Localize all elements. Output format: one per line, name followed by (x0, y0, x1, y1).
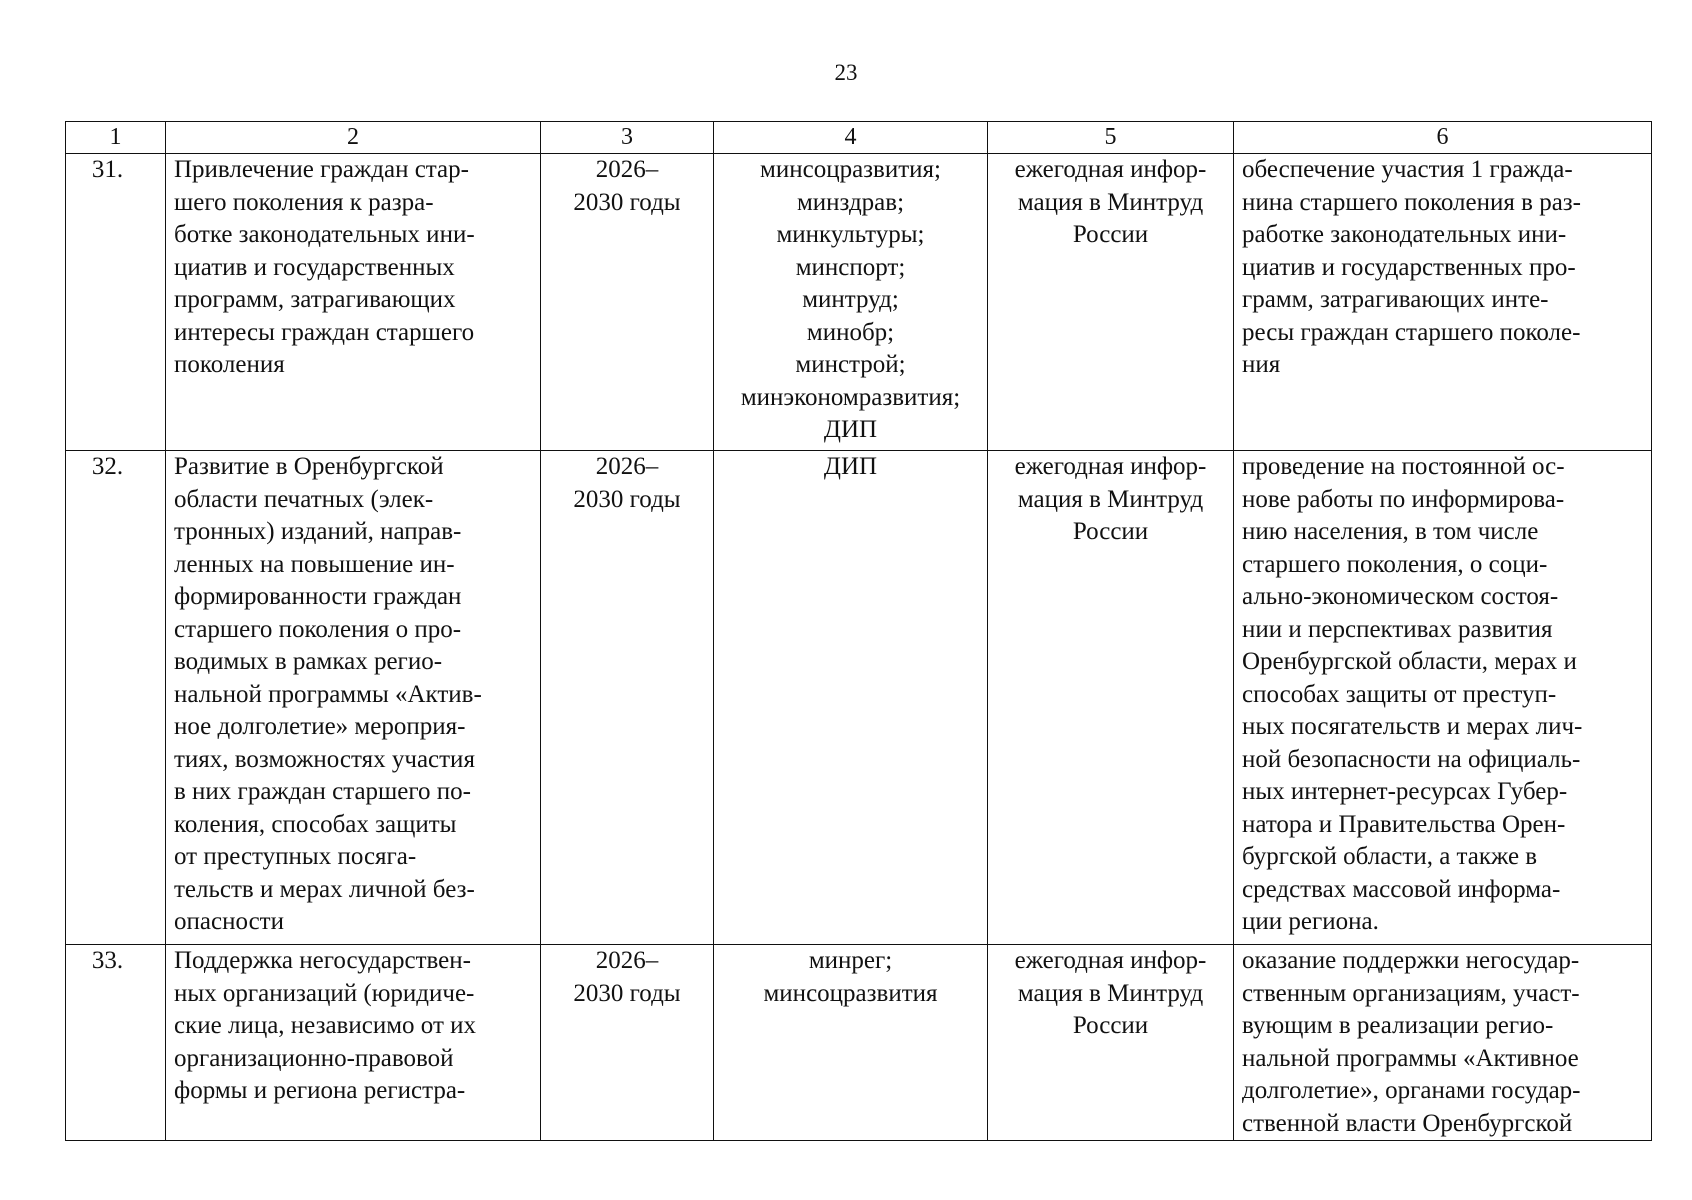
result-line: циатив и государственных про- (1242, 253, 1576, 281)
measure-line: ное долголетие» мероприя- (174, 713, 466, 740)
executors-line: ДИП (823, 453, 878, 480)
measure-line: водимых в рамках регио- (174, 648, 443, 675)
report-line: мация в Минтруд (1017, 188, 1204, 216)
result-line: натора и Правительства Орен- (1242, 810, 1566, 838)
measure-line: поколения (174, 351, 285, 378)
executors-cell (714, 451, 988, 945)
period-cell (541, 945, 714, 1141)
column-header-1: 1 (66, 122, 166, 154)
result-cell (1234, 451, 1652, 945)
result-line: нове работы по информирова- (1242, 485, 1565, 513)
result-line: вующим в реализации регио- (1242, 1012, 1554, 1039)
report-line: ежегодная инфор- (1014, 156, 1207, 183)
measure-line: циатив и государственных (174, 253, 455, 281)
period-line: 2026– (595, 947, 659, 974)
period-line: 2030 годы (573, 979, 681, 1007)
measure-cell (166, 154, 541, 451)
executors-line: минсоцразвития (763, 979, 938, 1007)
result-line: средствах массовой информа- (1242, 875, 1561, 903)
measure-line: в них граждан старшего по- (174, 778, 471, 805)
result-line: бургской области, а также в (1242, 843, 1538, 870)
executors-line: минстрой; (795, 351, 906, 378)
row-number: 31. (66, 154, 166, 451)
report-line: мация в Минтруд (1017, 485, 1204, 513)
result-line: ально-экономическом состоя- (1242, 583, 1559, 610)
executors-line: минэкономразвития; (740, 383, 961, 411)
executors-line: минсоцразвития; (760, 156, 941, 183)
measure-line: Развитие в Оренбургской (174, 453, 444, 480)
result-cell (1234, 945, 1652, 1141)
executors-line: минрег; (808, 947, 893, 974)
measure-line: старшего поколения о про- (174, 615, 462, 643)
result-line: ции региона. (1242, 908, 1379, 935)
result-line: нии и перспективах развития (1242, 615, 1553, 643)
report-line: ежегодная инфор- (1014, 947, 1207, 974)
result-line: долголетие», органами государ- (1242, 1077, 1581, 1104)
column-header-2: 2 (166, 122, 541, 154)
report-cell (988, 451, 1234, 945)
result-line: ния (1242, 351, 1281, 378)
table-row (66, 154, 1652, 451)
result-line: нальной программы «Активное (1242, 1044, 1579, 1072)
report-cell (988, 945, 1234, 1141)
measure-line: опасности (174, 908, 284, 935)
measure-line: организационно-правовой (174, 1044, 454, 1072)
report-line: России (1072, 518, 1149, 545)
result-line: ных интернет-ресурсах Губер- (1242, 778, 1568, 805)
column-header-4: 4 (714, 122, 988, 154)
measure-line: Привлечение граждан стар- (174, 156, 469, 183)
measure-line: от преступных посяга- (174, 843, 417, 870)
period-line: 2030 годы (573, 485, 681, 513)
executors-cell (714, 154, 988, 451)
measure-line: ных организаций (юридиче- (174, 979, 475, 1007)
result-line: работке законодательных ини- (1242, 221, 1567, 248)
measure-line: интересы граждан старшего (174, 318, 475, 346)
measure-line: области печатных (элек- (174, 485, 434, 513)
result-line: нию населения, в том числе (1242, 518, 1539, 545)
measure-line: ленных на повышение ин- (174, 550, 455, 578)
table-header-row (66, 122, 1652, 154)
table-row (66, 945, 1652, 1141)
result-line: старшего поколения, о соци- (1242, 550, 1548, 578)
executors-line: минтруд; (802, 286, 899, 313)
table-row (66, 451, 1652, 945)
measures-table (65, 121, 1652, 1141)
measure-line: ские лица, независимо от их (174, 1012, 477, 1039)
report-line: ежегодная инфор- (1014, 453, 1207, 480)
measure-line: Поддержка негосударствен- (174, 947, 471, 974)
result-line: ных посягательств и мерах лич- (1242, 713, 1583, 740)
row-number: 32. (66, 451, 166, 945)
measure-line: формированности граждан (174, 583, 462, 610)
measure-line: формы и региона регистра- (174, 1077, 466, 1104)
executors-line: минкультуры; (776, 221, 925, 248)
executors-cell (714, 945, 988, 1141)
period-line: 2030 годы (573, 188, 681, 216)
measure-line: коления, способах защиты (174, 810, 457, 838)
period-line: 2026– (595, 156, 659, 183)
measure-line: ботке законодательных ини- (174, 221, 475, 248)
report-cell (988, 154, 1234, 451)
column-header-6: 6 (1234, 122, 1652, 154)
measure-line: шего поколения к разра- (174, 188, 434, 216)
column-header-3: 3 (541, 122, 714, 154)
result-line: ресы граждан старшего поколе- (1242, 318, 1581, 346)
result-line: способах защиты от преступ- (1242, 680, 1557, 708)
result-line: оказание поддержки негосудар- (1242, 947, 1580, 974)
report-line: России (1072, 1012, 1149, 1039)
measure-line: тронных) изданий, направ- (174, 518, 462, 545)
period-cell (541, 451, 714, 945)
executors-line: ДИП (823, 416, 878, 443)
measure-line: нальной программы «Актив- (174, 680, 482, 708)
measure-line: тиях, возможностях участия (174, 745, 475, 773)
result-line: проведение на постоянной ос- (1242, 453, 1565, 480)
executors-line: минспорт; (795, 253, 906, 281)
report-line: мация в Минтруд (1017, 979, 1204, 1007)
executors-line: минздрав; (796, 188, 905, 216)
result-cell (1234, 154, 1652, 451)
measure-cell (166, 945, 541, 1141)
result-line: нина старшего поколения в раз- (1242, 188, 1581, 216)
period-line: 2026– (595, 453, 659, 480)
column-header-5: 5 (988, 122, 1234, 154)
result-line: Оренбургской области, мерах и (1242, 648, 1577, 675)
measure-cell (166, 451, 541, 945)
report-line: России (1072, 221, 1149, 248)
result-line: ной безопасности на официаль- (1242, 745, 1581, 773)
row-number: 33. (66, 945, 166, 1141)
measure-line: программ, затрагивающих (174, 286, 456, 313)
result-line: обеспечение участия 1 гражда- (1242, 156, 1573, 183)
result-line: грамм, затрагивающих инте- (1242, 286, 1549, 313)
period-cell (541, 154, 714, 451)
page-number: 23 (834, 60, 858, 85)
result-line: ственной власти Оренбургской (1242, 1109, 1573, 1137)
measure-line: тельств и мерах личной без- (174, 875, 475, 903)
result-line: ственным организациям, участ- (1242, 979, 1580, 1007)
executors-line: минобр; (806, 318, 895, 346)
